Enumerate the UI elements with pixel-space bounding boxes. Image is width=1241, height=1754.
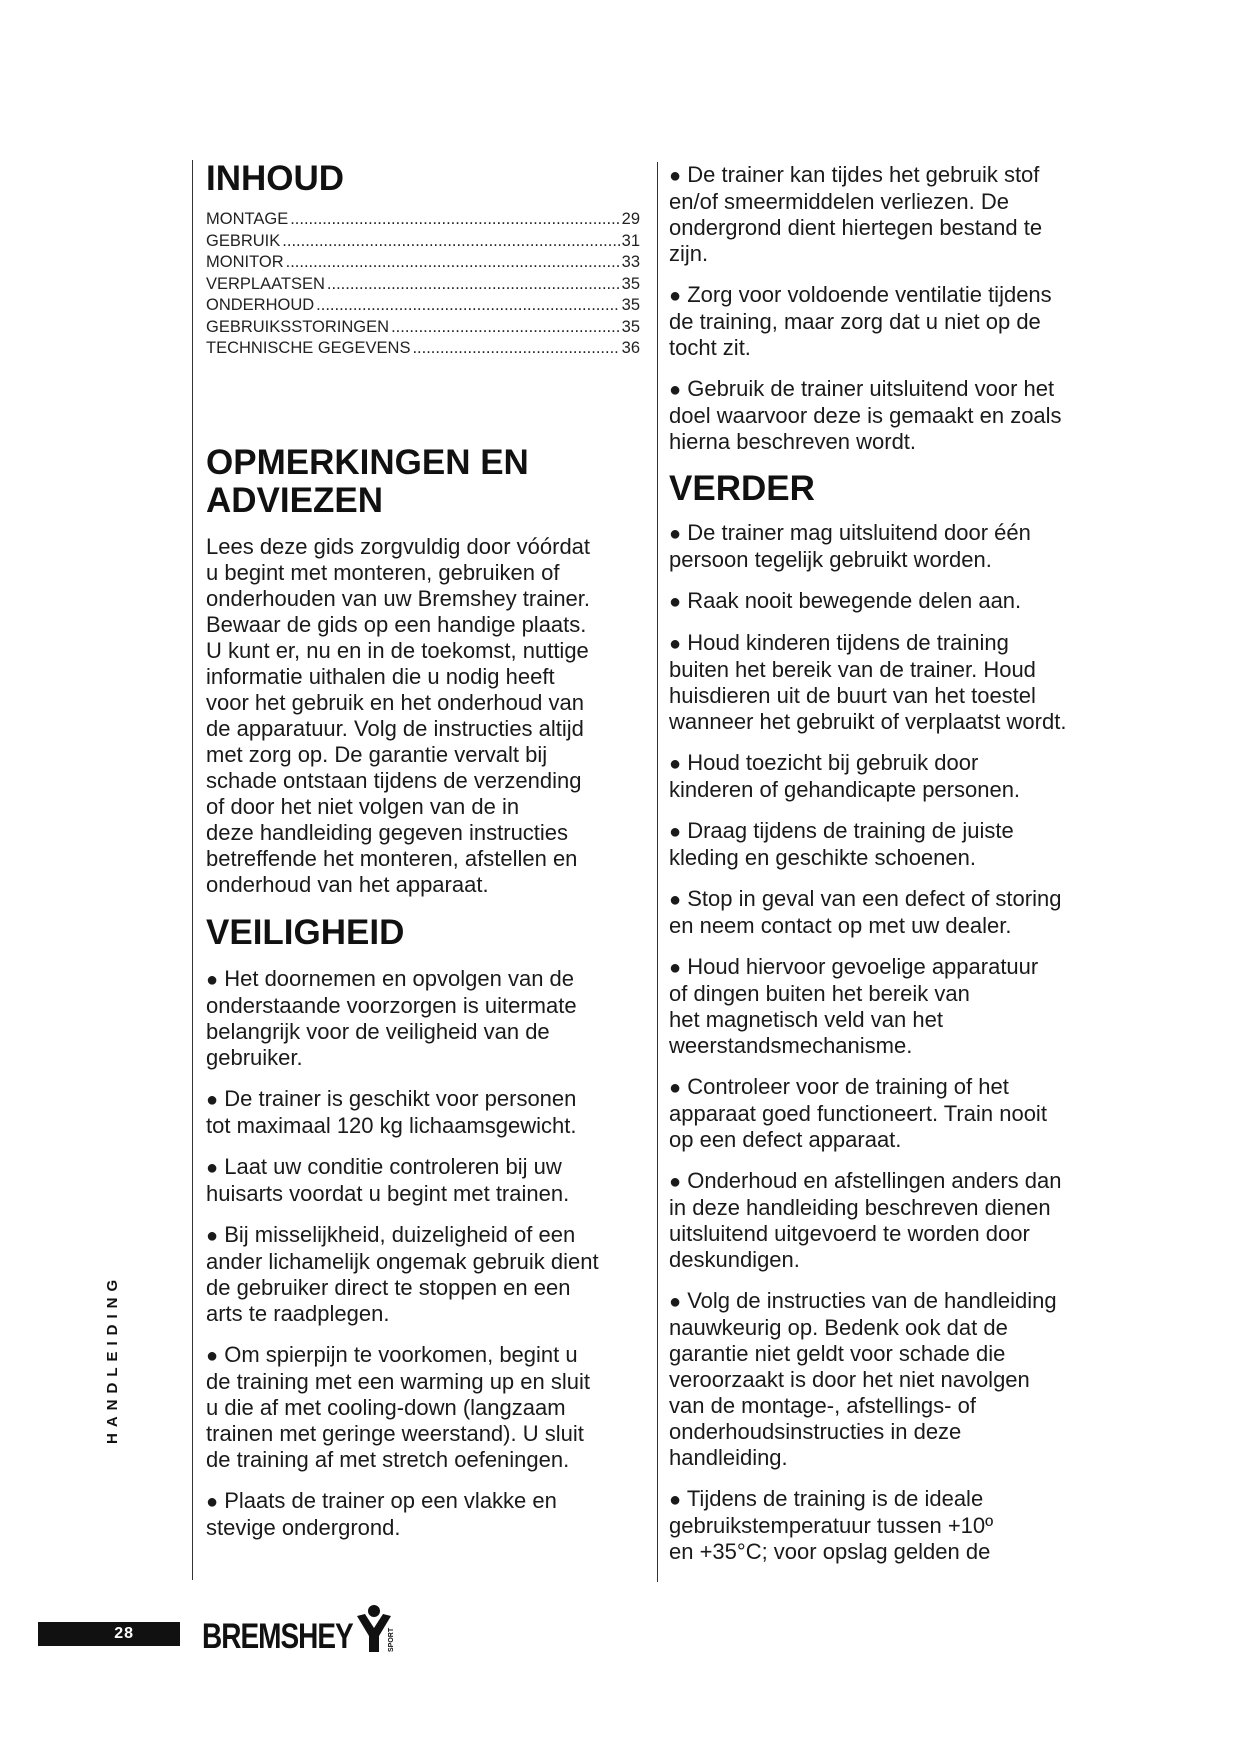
- toc-dots: [316, 295, 619, 317]
- toc-page: 36: [621, 339, 640, 357]
- bullet-item: [669, 750, 1114, 803]
- bullet-line: De trainer mag uitsluitend door één: [687, 520, 1031, 545]
- remarks-line: u begint met monteren, gebruiken of: [206, 559, 560, 585]
- bullet-item: [669, 630, 1114, 735]
- bullet-line: gebruikstemperatuur tussen +10º: [669, 1513, 994, 1538]
- remarks-line: Bewaar de gids op een handige plaats.: [206, 611, 587, 637]
- bullet-item: [669, 954, 1114, 1059]
- bullet-line: apparaat goed functioneert. Train nooit: [669, 1101, 1047, 1126]
- bullet-line: Bij misselijkheid, duizeligheid of een: [224, 1221, 576, 1247]
- bullet-item: [669, 162, 1114, 267]
- bullet-line: Controleer voor de training of het: [687, 1074, 1009, 1099]
- bullet-item: [669, 818, 1114, 871]
- bullet-line: trainen met geringe weerstand). U sluit: [206, 1420, 584, 1446]
- bullet-line: De trainer is geschikt voor personen: [224, 1085, 577, 1111]
- remarks-line: Lees deze gids zorgvuldig door vóórdat: [206, 533, 591, 559]
- bullet-line: van de montage-, afstellings- of: [669, 1393, 976, 1418]
- bullet-line: zijn.: [669, 241, 709, 266]
- safety-heading: VEILIGHEID: [206, 912, 405, 952]
- bullet-item: [669, 1074, 1114, 1153]
- bullet-line: hierna beschreven wordt.: [669, 429, 917, 454]
- further-list: [669, 520, 1114, 1565]
- bullet-line: deskundigen.: [669, 1247, 800, 1272]
- safety-list-continued: [669, 162, 1114, 455]
- toc-page: 29: [621, 210, 640, 228]
- bullet-icon: ●: [669, 957, 682, 979]
- bullet-line: Laat uw conditie controleren bij uw: [224, 1153, 562, 1179]
- toc-entry: [206, 274, 640, 296]
- bullet-icon: ●: [669, 633, 682, 655]
- bullet-icon: ●: [669, 889, 682, 911]
- bullet-line: Plaats de trainer op een vlakke en: [224, 1487, 557, 1513]
- bullet-icon: ●: [669, 1171, 682, 1193]
- bullet-line: huisdieren uit de buurt van het toestel: [669, 683, 1036, 708]
- bullet-icon: ●: [669, 285, 682, 307]
- bullet-line: Om spierpijn te voorkomen, begint u: [224, 1341, 578, 1367]
- bullet-icon: ●: [669, 1489, 682, 1511]
- bullet-line: het magnetisch veld van het: [669, 1007, 943, 1032]
- toc-page: 33: [621, 253, 640, 271]
- logo-text: BREMSHEY: [202, 1616, 353, 1656]
- bullet-icon: ●: [206, 1344, 219, 1367]
- toc-dots: [327, 274, 620, 296]
- bullet-icon: ●: [669, 379, 682, 401]
- bullet-line: of dingen buiten het bereik van: [669, 981, 970, 1006]
- toc-entry: [206, 209, 640, 231]
- remarks-line: betreffende het monteren, afstellen en: [206, 845, 578, 871]
- toc-label: VERPLAATSEN: [206, 274, 325, 293]
- bullet-item: [206, 1086, 640, 1139]
- bullet-line: Houd kinderen tijdens de training: [687, 630, 1009, 655]
- bullet-line: en/of smeermiddelen verliezen. De: [669, 189, 1009, 214]
- bullet-line: Raak nooit bewegende delen aan.: [687, 588, 1022, 613]
- bullet-icon: ●: [669, 821, 682, 843]
- bullet-item: [669, 588, 1114, 615]
- bullet-line: veroorzaakt is door het niet navolgen: [669, 1367, 1030, 1392]
- bullet-line: tot maximaal 120 kg lichaamsgewicht.: [206, 1112, 577, 1138]
- bullet-line: Houd toezicht bij gebruik door: [687, 750, 979, 775]
- bullet-item: [206, 1342, 640, 1473]
- toc-label: TECHNISCHE GEGEVENS: [206, 339, 411, 357]
- toc-entry: [206, 252, 640, 274]
- bullet-line: doel waarvoor deze is gemaakt en zoals: [669, 403, 1062, 428]
- remarks-line: informatie uithalen die u nodig heeft: [206, 663, 555, 689]
- toc-dots: [290, 209, 619, 231]
- bullet-line: garantie niet geldt voor schade die: [669, 1341, 1006, 1366]
- bullet-item: [206, 1222, 640, 1327]
- bullet-line: Gebruik de trainer uitsluitend voor het: [687, 376, 1055, 401]
- bullet-line: arts te raadplegen.: [206, 1300, 390, 1326]
- bullet-line: handleiding.: [669, 1445, 788, 1470]
- bullet-line: u die af met cooling-down (langzaam: [206, 1394, 566, 1420]
- toc-dots: [282, 231, 619, 253]
- bullet-icon: ●: [206, 1156, 219, 1179]
- bullet-line: kinderen of gehandicapte personen.: [669, 777, 1021, 802]
- table-of-contents: [206, 209, 640, 360]
- bullet-line: Stop in geval van een defect of storing: [687, 886, 1062, 911]
- bullet-icon: ●: [206, 1088, 219, 1111]
- bullet-line: en +35°C; voor opslag gelden de: [669, 1539, 991, 1564]
- toc-dots: [286, 252, 620, 274]
- bremshey-logo: [202, 1598, 399, 1654]
- bullet-line: wanneer het gebruikt of verplaatst wordt.: [669, 709, 1067, 734]
- remarks-line: onderhouden van uw Bremshey trainer.: [206, 585, 591, 611]
- bullet-line: Houd hiervoor gevoelige apparatuur: [687, 954, 1039, 979]
- bullet-item: [206, 1488, 640, 1541]
- remarks-line: voor het gebruik en het onderhoud van: [206, 689, 584, 715]
- bullet-line: ondergrond dient hiertegen bestand te: [669, 215, 1043, 240]
- bullet-icon: ●: [669, 753, 682, 775]
- page-number: 28: [38, 1622, 180, 1646]
- toc-label: MONTAGE: [206, 210, 289, 228]
- bullet-line: op een defect apparaat.: [669, 1127, 902, 1152]
- toc-dots: [412, 338, 619, 360]
- remarks-heading-line2: ADVIEZEN: [206, 480, 383, 520]
- further-heading: VERDER: [669, 469, 815, 508]
- toc-page: 35: [621, 317, 640, 336]
- bullet-line: belangrijk voor de veiligheid van de: [206, 1018, 550, 1044]
- remarks-line: met zorg op. De garantie vervalt bij: [206, 741, 548, 767]
- bullet-line: De trainer kan tijdes het gebruik stof: [687, 162, 1040, 187]
- toc-page: 31: [621, 231, 640, 250]
- remarks-heading-line1: OPMERKINGEN EN: [206, 442, 529, 482]
- bullet-line: onderhoudsinstructies in deze: [669, 1419, 962, 1444]
- toc-label: ONDERHOUD: [206, 296, 315, 314]
- safety-list: [206, 966, 640, 1541]
- bullet-line: weerstandsmechanisme.: [669, 1033, 913, 1058]
- right-column: [657, 162, 1114, 1582]
- bullet-icon: ●: [206, 1224, 219, 1247]
- toc-page: 35: [621, 296, 640, 314]
- bullet-line: Draag tijdens de training de juiste: [687, 818, 1014, 843]
- logo-subtext: SPORT: [387, 1627, 395, 1652]
- remarks-line: schade ontstaan tijdens de verzending: [206, 767, 582, 793]
- bullet-line: Tijdens de training is de ideale: [686, 1486, 984, 1511]
- bullet-icon: ●: [669, 165, 682, 187]
- bullet-line: onderstaande voorzorgen is uitermate: [206, 992, 577, 1018]
- toc-entry: [206, 231, 640, 253]
- bullet-line: de training, maar zorg dat u niet op de: [669, 309, 1041, 334]
- toc-label: MONITOR: [206, 253, 284, 271]
- bullet-line: ander lichamelijk ongemak gebruik dient: [206, 1248, 599, 1274]
- bullet-line: uitsluitend uitgevoerd te worden door: [669, 1221, 1030, 1246]
- bullet-icon: ●: [206, 1490, 219, 1513]
- bullet-line: huisarts voordat u begint met trainen.: [206, 1180, 570, 1206]
- bullet-item: [669, 376, 1114, 455]
- remarks-paragraph: [206, 534, 640, 898]
- bullet-line: in deze handleiding beschreven dienen: [669, 1195, 1051, 1220]
- bullet-line: stevige ondergrond.: [206, 1514, 401, 1540]
- bullet-line: tocht zit.: [669, 335, 751, 360]
- bullet-line: Volg de instructies van de handleiding: [687, 1288, 1057, 1313]
- bullet-item: [669, 282, 1114, 361]
- bullet-icon: ●: [669, 523, 682, 545]
- bullet-item: [669, 1486, 1114, 1565]
- remarks-heading: [206, 444, 640, 520]
- remarks-line: U kunt er, nu en in de toekomst, nuttige: [206, 637, 589, 663]
- bullet-line: persoon tegelijk gebruikt worden.: [669, 547, 992, 572]
- bullet-icon: ●: [669, 1077, 682, 1099]
- remarks-line: onderhoud van het apparaat.: [206, 871, 489, 897]
- bullet-line: Het doornemen en opvolgen van de: [224, 965, 575, 991]
- bullet-icon: ●: [206, 968, 219, 991]
- bullet-item: [206, 966, 640, 1071]
- toc-entry: [206, 295, 640, 317]
- bullet-icon: ●: [669, 1291, 682, 1313]
- bullet-line: gebruiker.: [206, 1044, 303, 1070]
- bullet-line: de training met een warming up en sluit: [206, 1368, 590, 1394]
- toc-dots: [391, 317, 620, 339]
- bullet-line: de gebruiker direct te stoppen en een: [206, 1274, 571, 1300]
- side-label: HANDLEIDING: [104, 1273, 121, 1444]
- bullet-line: kleding en geschikte schoenen.: [669, 845, 976, 870]
- toc-entry: [206, 317, 640, 339]
- bullet-icon: ●: [669, 591, 682, 613]
- remarks-line: of door het niet volgen van de in: [206, 793, 520, 819]
- left-column: [192, 160, 640, 1580]
- toc-label: GEBRUIK: [206, 231, 281, 250]
- bullet-line: en neem contact op met uw dealer.: [669, 913, 1012, 938]
- bullet-line: Zorg voor voldoende ventilatie tijdens: [687, 282, 1052, 307]
- bullet-line: de training af met stretch oefeningen.: [206, 1446, 570, 1472]
- sport-figure-icon: [353, 1602, 399, 1654]
- bullet-item: [669, 886, 1114, 939]
- toc-label: GEBRUIKSSTORINGEN: [206, 317, 390, 336]
- bullet-line: Onderhoud en afstellingen anders dan: [687, 1168, 1062, 1193]
- toc-heading: INHOUD: [206, 159, 345, 198]
- toc-entry: [206, 338, 640, 360]
- bullet-item: [669, 1288, 1114, 1471]
- remarks-line: de apparatuur. Volg de instructies altijd: [206, 715, 584, 741]
- remarks-line: deze handleiding gegeven instructies: [206, 819, 569, 845]
- bullet-line: buiten het bereik van de trainer. Houd: [669, 657, 1036, 682]
- bullet-item: [206, 1154, 640, 1207]
- bullet-item: [669, 1168, 1114, 1273]
- bullet-line: nauwkeurig op. Bedenk ook dat de: [669, 1315, 1008, 1340]
- toc-page: 35: [621, 274, 640, 293]
- bullet-item: [669, 520, 1114, 573]
